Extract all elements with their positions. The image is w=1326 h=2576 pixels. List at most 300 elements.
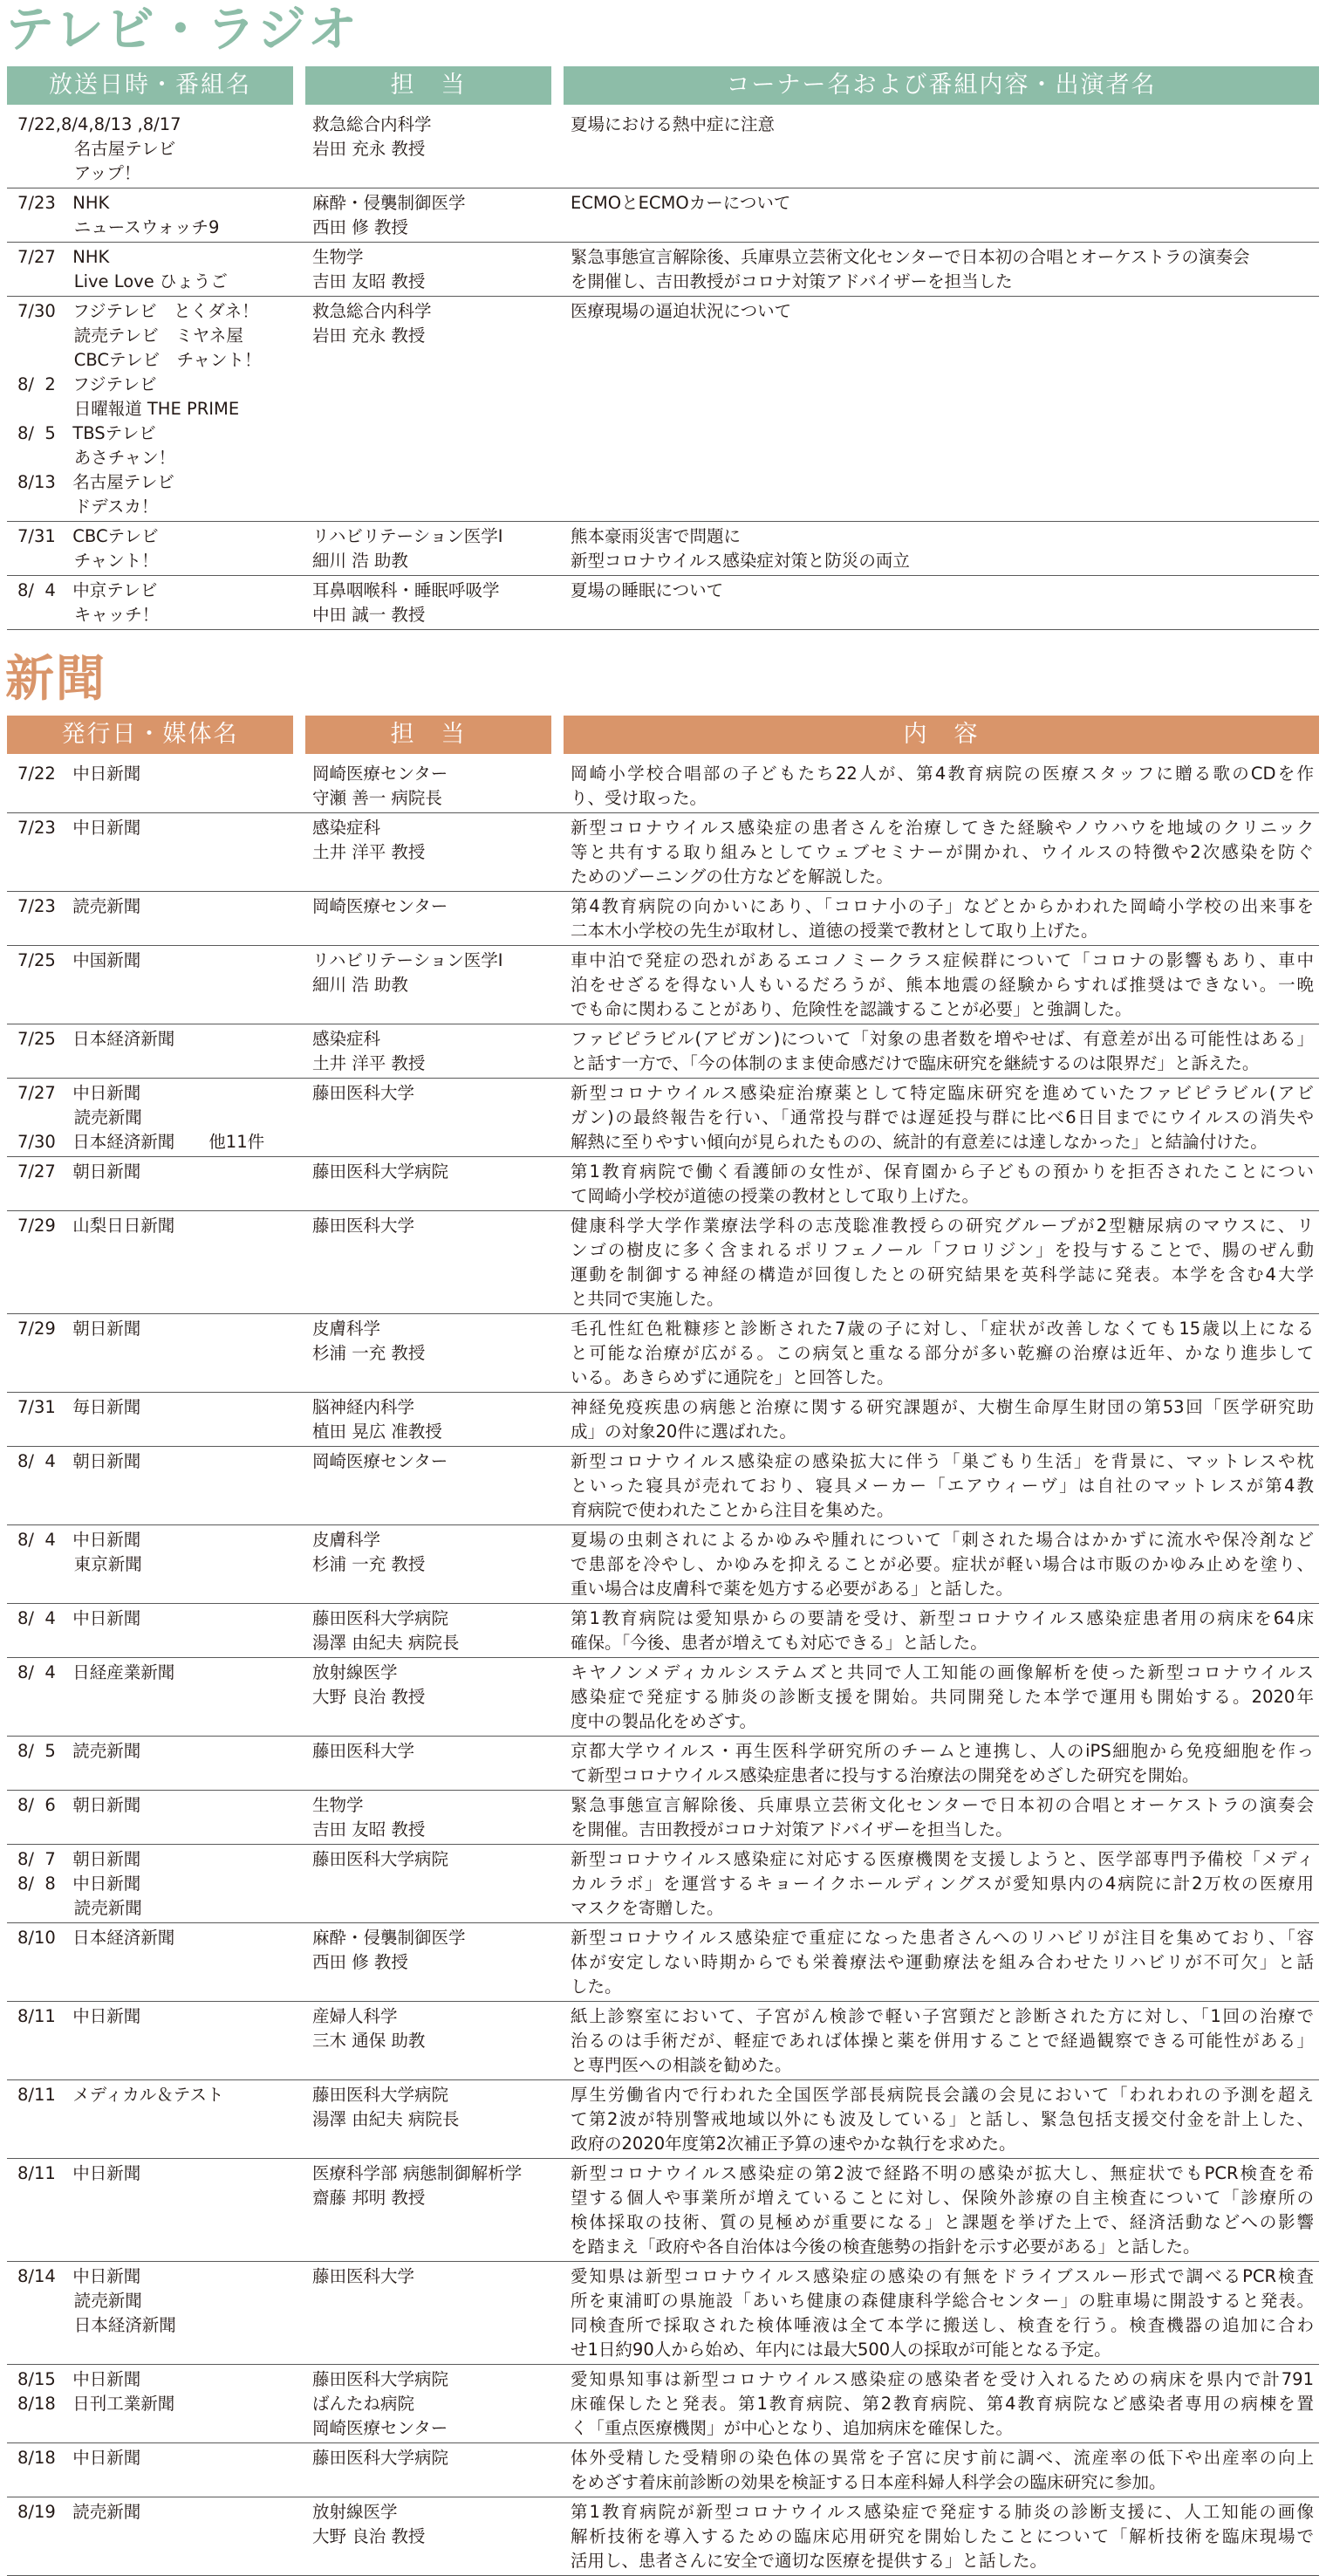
text-line: 藤田医科大学病院 xyxy=(312,2369,449,2389)
table-row xyxy=(7,1079,1319,1157)
cell-person xyxy=(305,2446,551,2495)
cell-content xyxy=(564,245,1319,294)
cell-person xyxy=(305,1793,551,1842)
table-row xyxy=(7,1157,1319,1211)
text-line: 第1教育病院が新型コロナウイルス感染症で発症する肺炎の診断支援に、人工知能の画像 xyxy=(571,2502,1314,2522)
text-line: 日本経済新聞 xyxy=(17,2315,176,2335)
text-line: 三木 通保 助教 xyxy=(312,2031,426,2051)
text-line: 健康科学大学作業療法学科の志茂聡准教授らの研究グループが2型糖尿病のマウスに、リ xyxy=(571,1216,1314,1236)
cell-person xyxy=(305,1449,551,1523)
text-line: 杉浦 一充 教授 xyxy=(312,1343,426,1363)
np-header-person: 担 当 xyxy=(305,716,551,754)
cell-person xyxy=(305,762,551,811)
text-line: 読売新聞 xyxy=(17,1898,142,1918)
text-line: 7/27 中日新聞 xyxy=(17,1083,141,1103)
text-line: 解熱に至りやすい傾向が見られたものの、統計的有意差には達しなかった」と結論付けた。 xyxy=(571,1132,1268,1152)
text-line: 8/ 5 TBSテレビ xyxy=(17,423,156,443)
text-line: 7/22,8/4,8/13 ,8/17 xyxy=(17,114,181,134)
text-line: CBCテレビ チャント！ xyxy=(17,350,262,370)
text-line: Live Love ひょうご xyxy=(17,271,228,291)
text-line: 8/ 7 朝日新聞 xyxy=(17,1849,141,1869)
cell-date-media xyxy=(7,894,293,943)
cell-content xyxy=(564,113,1319,186)
table-row xyxy=(7,1024,1319,1079)
tv-header-broadcast: 放送日時・番組名 xyxy=(7,66,293,105)
cell-date-media xyxy=(7,2083,293,2156)
text-line: 新型コロナウイルス感染症の感染拡大に伴う「巣ごもり生活」を背景に、マットレスや枕 xyxy=(571,1451,1314,1471)
cell-person xyxy=(305,1027,551,1076)
text-line: 8/11 中日新聞 xyxy=(17,2163,141,2183)
tv-radio-table-body xyxy=(7,110,1319,630)
text-line: 藤田医科大学病院 xyxy=(312,1608,449,1628)
cell-date-media xyxy=(7,2446,293,2495)
table-row xyxy=(7,1604,1319,1658)
cell-date-media xyxy=(7,2004,293,2078)
text-line: 7/30 フジテレビ とくダネ！ xyxy=(17,301,259,321)
cell-content xyxy=(564,579,1319,627)
text-line: 8/ 5 読売新聞 xyxy=(17,1741,141,1761)
cell-date-media xyxy=(7,1926,293,1999)
table-row xyxy=(7,2365,1319,2443)
cell-content xyxy=(564,2446,1319,2495)
cell-content xyxy=(564,2367,1319,2441)
text-line: 7/30 日本経済新聞 他11件 xyxy=(17,1132,265,1152)
cell-content xyxy=(564,1793,1319,1842)
text-line: で患部を冷やし、かゆみを抑えることが必要。症状が軽い場合は市販のかゆみ止めを塗り、 xyxy=(571,1554,1314,1574)
cell-content xyxy=(564,1317,1319,1390)
text-line: 西田 修 教授 xyxy=(312,217,408,237)
cell-date-media xyxy=(7,816,293,889)
text-line: せ1日約90人から始め、年内には最大500人の採取が可能となる予定。 xyxy=(571,2340,1111,2360)
text-line: ばんたね病院 xyxy=(312,2394,415,2414)
cell-date-media xyxy=(7,1317,293,1390)
text-line: 救急総合内科学 xyxy=(312,114,432,134)
cell-content xyxy=(564,762,1319,811)
table-row xyxy=(7,946,1319,1024)
cell-date-media xyxy=(7,245,293,294)
cell-date-media xyxy=(7,524,293,573)
text-line: 麻酔・侵襲制御医学 xyxy=(312,193,466,213)
table-row xyxy=(7,2002,1319,2080)
cell-date-media xyxy=(7,1528,293,1601)
text-line: 7/23 読売新聞 xyxy=(17,896,141,916)
cell-date-media xyxy=(7,1661,293,1734)
cell-content xyxy=(564,1214,1319,1312)
newspaper-table-body xyxy=(7,759,1319,2576)
text-line: 7/31 毎日新聞 xyxy=(17,1397,141,1417)
text-line: 成」の対象20件に選ばれた。 xyxy=(571,1422,796,1442)
text-line: 夏場の虫刺されによるかゆみや腫れについて「刺された場合はかかずに流水や保冷剤など xyxy=(571,1530,1314,1550)
cell-person xyxy=(305,2500,551,2573)
cell-content xyxy=(564,1160,1319,1209)
cell-content xyxy=(564,1607,1319,1655)
text-line: 政府の2020年度第2次補正予算の速やかな執行を求めた。 xyxy=(571,2134,1016,2154)
text-line: 岡崎医療センター xyxy=(312,764,448,784)
text-line: 読売新聞 xyxy=(17,2291,142,2311)
text-line: 東京新聞 xyxy=(17,1554,142,1574)
text-line: ECMOとECMOカーについて xyxy=(571,193,791,213)
table-row xyxy=(7,1658,1319,1737)
text-line: ニュースウォッチ9 xyxy=(17,217,220,237)
text-line: ためのゾーニングの仕方などを解説した。 xyxy=(571,867,893,887)
cell-person xyxy=(305,191,551,240)
text-line: 岡崎医療センター xyxy=(312,896,448,916)
text-line: 検体採取の技術、質の見極めが重要になる」と課題を挙げた上で、経済活動などへの影響 xyxy=(571,2212,1314,2232)
tv-header-content: コーナー名および番組内容・出演者名 xyxy=(564,66,1319,105)
cell-content xyxy=(564,2500,1319,2573)
cell-date-media xyxy=(7,2500,293,2573)
text-line: 7/22 中日新聞 xyxy=(17,764,141,784)
text-line: 7/27 朝日新聞 xyxy=(17,1161,141,1182)
text-line: 活用し、患者さんに安全で適切な医療を提供する」と話した。 xyxy=(571,2551,1048,2571)
text-line: 8/ 4 中日新聞 xyxy=(17,1530,141,1550)
text-line: 車中泊で発症の恐れがあるエコノミークラス症候群について「コロナの影響もあり、車中 xyxy=(571,950,1314,970)
text-line: 藤田医科大学 xyxy=(312,1216,415,1236)
text-line: 所を東浦町の県施設「あいち健康の森健康科学総合センター」の駐車場に開設すると発表。 xyxy=(571,2291,1314,2311)
text-line: 7/23 中日新聞 xyxy=(17,818,141,838)
cell-content xyxy=(564,2083,1319,2156)
cell-date-media xyxy=(7,1395,293,1444)
text-line: といった寝具が売れており、寝具メーカー「エアウィーヴ」は自社のマットレスが第4教 xyxy=(571,1476,1314,1496)
text-line: 7/29 山梨日日新聞 xyxy=(17,1216,175,1236)
table-row xyxy=(7,813,1319,892)
text-line: て第2波が特別警戒地域以外にも波及している」と話し、緊急包括支援交付金を計上した、 xyxy=(571,2109,1314,2129)
text-line: 麻酔・侵襲制御医学 xyxy=(312,1928,466,1948)
text-line: 体が安定しない時期からでも栄養療法や運動療法を組み合わせたリハビリが不可欠」と話 xyxy=(571,1952,1314,1972)
text-line: 藤田医科大学 xyxy=(312,1741,415,1761)
text-line: 等と共有する取り組みとしてウェブセミナーが開かれ、ウイルスの特徴や2次感染を防ぐ xyxy=(571,842,1314,862)
cell-content xyxy=(564,816,1319,889)
cell-content xyxy=(564,949,1319,1022)
table-row xyxy=(7,1845,1319,1923)
text-line: 8/ 4 朝日新聞 xyxy=(17,1451,141,1471)
tv-header-person: 担 当 xyxy=(305,66,551,105)
cell-person xyxy=(305,299,551,519)
cell-person xyxy=(305,1395,551,1444)
table-row xyxy=(7,2443,1319,2497)
table-row xyxy=(7,1737,1319,1791)
table-row xyxy=(7,1211,1319,1314)
cell-content xyxy=(564,1926,1319,1999)
text-line: 生物学 xyxy=(312,1795,364,1815)
text-line: 大野 良治 教授 xyxy=(312,2526,426,2546)
table-row xyxy=(7,2159,1319,2262)
text-line: 杉浦 一充 教授 xyxy=(312,1554,426,1574)
newspaper-section xyxy=(7,649,1319,2576)
text-line: と可能な治療が広がる。この病気と重なる部分が多い乾癬の治療は近年、かなり進歩して xyxy=(571,1343,1314,1363)
text-line: 緊急事態宣言解除後、兵庫県立芸術文化センターで日本初の合唱とオーケストラの演奏会 xyxy=(571,247,1250,267)
text-line: 耳鼻咽喉科・睡眠呼吸学 xyxy=(312,580,500,600)
text-line: アップ！ xyxy=(17,163,141,183)
table-row xyxy=(7,243,1319,297)
text-line: 解析技術を導入するための臨床応用研究を開始したことについて「解析技術を臨床現場で xyxy=(571,2526,1314,2546)
text-line: 新型コロナウイルス感染症の患者さんを治療してきた経験やノウハウを地域のクリニック xyxy=(571,818,1314,838)
text-line: ファビピラビル(アビガン)について「対象の患者数を増やせば、有意差が出る可能性はある」 xyxy=(571,1029,1314,1049)
cell-content xyxy=(564,1739,1319,1788)
text-line: 新型コロナウイルス感染症対策と防災の両立 xyxy=(571,551,910,571)
cell-person xyxy=(305,894,551,943)
text-line: 8/13 名古屋テレビ xyxy=(17,472,174,492)
text-line: 細川 浩 助教 xyxy=(312,975,408,995)
text-line: をめざす着床前診断の効果を検証する日本産科婦人科学会の臨床研究に参加。 xyxy=(571,2472,1166,2492)
text-line: 7/25 中国新聞 xyxy=(17,950,141,970)
cell-content xyxy=(564,1449,1319,1523)
cell-date-media xyxy=(7,1607,293,1655)
text-line: 泊をせざるを得ない人もいるだろうが、熊本地震の経験からすれば推奨はできない。一晩 xyxy=(571,975,1314,995)
cell-person xyxy=(305,1528,551,1601)
text-line: 夏場における熱中症に注意 xyxy=(571,114,776,134)
cell-date-media xyxy=(7,1081,293,1154)
text-line: 吉田 友昭 教授 xyxy=(312,1819,426,1840)
cell-date-media xyxy=(7,299,293,519)
text-line: 新型コロナウイルス感染症治療薬として特定臨床研究を進めていたファビピラビル(アビ xyxy=(571,1083,1314,1103)
text-line: 7/23 NHK xyxy=(17,193,110,213)
cell-content xyxy=(564,2004,1319,2078)
table-row xyxy=(7,1923,1319,2002)
cell-date-media xyxy=(7,2367,293,2441)
text-line: 8/18 日刊工業新聞 xyxy=(17,2394,175,2414)
cell-date-media xyxy=(7,1847,293,1921)
tv-radio-section xyxy=(7,0,1319,630)
text-line: 7/31 CBCテレビ xyxy=(17,526,159,546)
cell-person xyxy=(305,245,551,294)
np-header-content: 内 容 xyxy=(564,716,1319,754)
cell-person xyxy=(305,579,551,627)
table-row xyxy=(7,1393,1319,1447)
cell-content xyxy=(564,299,1319,519)
cell-content xyxy=(564,2162,1319,2259)
text-line: 藤田医科大学病院 xyxy=(312,2448,449,2468)
cell-content xyxy=(564,1081,1319,1154)
text-line: と専門医への相談を勧めた。 xyxy=(571,2055,792,2075)
table-row xyxy=(7,297,1319,522)
text-line: 藤田医科大学病院 xyxy=(312,2085,449,2105)
text-line: 8/11 メディカル＆テスト xyxy=(17,2085,224,2105)
text-line: 細川 浩 助教 xyxy=(312,551,408,571)
text-line: 熊本豪雨災害で問題に xyxy=(571,526,742,546)
text-line: あさチャン！ xyxy=(17,448,176,468)
text-line: 7/25 日本経済新聞 xyxy=(17,1029,175,1049)
text-line: と話す一方で、「今の体制のまま使命感だけで臨床研究を継続するのは限界だ」と訴えた。 xyxy=(571,1053,1260,1073)
text-line: 医療科学部 病態制御解析学 xyxy=(312,2163,523,2183)
table-row xyxy=(7,1447,1319,1525)
text-line: 大野 良治 教授 xyxy=(312,1687,426,1707)
cell-person xyxy=(305,524,551,573)
cell-person xyxy=(305,2004,551,2078)
text-line: いる。あきらめずに通院を」と回答した。 xyxy=(571,1367,894,1387)
cell-person xyxy=(305,2162,551,2259)
text-line: リハビリテーション医学Ⅰ xyxy=(312,950,503,970)
text-line: 8/ 4 中京テレビ xyxy=(17,580,158,600)
text-line: 第4教育病院の向かいにあり、「コロナ小の子」などとからかわれた岡崎小学校の出来事を xyxy=(571,896,1314,916)
text-line: 厚生労働省内で行われた全国医学部長病院長会議の会見において「われわれの予測を超え xyxy=(571,2085,1314,2105)
cell-person xyxy=(305,1214,551,1312)
cell-date-media xyxy=(7,2162,293,2259)
text-line: 京都大学ウイルス・再生医科学研究所のチームと連携し、人のiPS細胞から免疫細胞を作っ xyxy=(571,1741,1314,1761)
text-line: 日曜報道 THE PRIME xyxy=(17,399,240,419)
text-line: 度中の製品化をめざす。 xyxy=(571,1711,756,1731)
text-line: 紙上診察室において、子宮がん検診で軽い子宮頸だと診断された方に対し、「1回の治療で xyxy=(571,2006,1314,2026)
text-line: 望する個人や事業所が増えていることに対し、保険外診療の自主検査について「診療所の xyxy=(571,2188,1314,2208)
text-line: 岩田 充永 教授 xyxy=(312,139,426,159)
table-row xyxy=(7,2497,1319,2576)
text-line: 8/10 日本経済新聞 xyxy=(17,1928,175,1948)
text-line: て岡崎小学校が道徳の授業の教材として取り上げた。 xyxy=(571,1186,980,1206)
cell-date-media xyxy=(7,1027,293,1076)
text-line: した。 xyxy=(571,1977,622,1997)
text-line: ンゴの樹皮に多く含まれるポリフェノール「フロリジン」を投与することで、腸のぜん動 xyxy=(571,1240,1314,1260)
text-line: を踏まえ「政府や各自治体は今後の検査態勢の指針を示す必要がある」と話した。 xyxy=(571,2237,1200,2257)
cell-person xyxy=(305,1317,551,1390)
text-line: 同検査所で採取された検体唾液は全て本学に搬送し、検査を行う。検査機器の追加に合わ xyxy=(571,2315,1314,2335)
cell-content xyxy=(564,894,1319,943)
cell-person xyxy=(305,1739,551,1788)
cell-content xyxy=(564,1528,1319,1601)
table-row xyxy=(7,576,1319,630)
cell-person xyxy=(305,2083,551,2156)
cell-person xyxy=(305,1160,551,1209)
text-line: 岡崎小学校合唱部の子どもたち22人が、第4教育病院の医療スタッフに贈る歌のCDを作 xyxy=(571,764,1314,784)
text-line: 運動を制御する神経の構造が回復したとの研究結果を英科学誌に発表。本学を含む4大学 xyxy=(571,1264,1314,1285)
cell-person xyxy=(305,1661,551,1734)
text-line: 愛知県は新型コロナウイルス感染症の感染の有無をドライブスルー形式で調べるPCR検査 xyxy=(571,2266,1314,2286)
text-line: 湯澤 由紀夫 病院長 xyxy=(312,2109,460,2129)
table-row xyxy=(7,188,1319,243)
text-line: カルラボ」を運営するキョーイクホールディングスが愛知県内の4病院に計2万枚の医療用 xyxy=(571,1874,1314,1894)
text-line: 名古屋テレビ xyxy=(17,139,176,159)
cell-date-media xyxy=(7,2264,293,2362)
text-line: キヤノンメディカルシステムズと共同で人工知能の画像解析を使った新型コロナウイルス xyxy=(571,1662,1314,1682)
text-line: と共同で実施した。 xyxy=(571,1289,724,1309)
text-line: 齋藤 邦明 教授 xyxy=(312,2188,426,2208)
cell-date-media xyxy=(7,949,293,1022)
text-line: 吉田 友昭 教授 xyxy=(312,271,426,291)
text-line: 育病院で使われたことから注目を集めた。 xyxy=(571,1500,894,1520)
text-line: 藤田医科大学病院 xyxy=(312,1161,449,1182)
cell-person xyxy=(305,1926,551,1999)
text-line: ガン)の最終報告を行い、「通常投与群では遅延投与群に比べ6日目までにウイルスの消失や xyxy=(571,1107,1314,1127)
table-row xyxy=(7,759,1319,813)
text-line: 確保。「今後、患者が増えても対応できる」と話した。 xyxy=(571,1633,988,1653)
text-line: 感染症科 xyxy=(312,1029,381,1049)
text-line: 8/ 8 中日新聞 xyxy=(17,1874,141,1894)
text-line: 二本木小学校の先生が取材し、道徳の授業で教材として取り上げた。 xyxy=(571,921,1098,941)
np-header-date-media: 発行日・媒体名 xyxy=(7,716,293,754)
text-line: 新型コロナウイルス感染症に対応する医療機関を支援しようと、医学部専門予備校「メディ xyxy=(571,1849,1314,1869)
text-line: 読売テレビ ミヤネ屋 xyxy=(17,325,243,346)
text-line: 8/15 中日新聞 xyxy=(17,2369,141,2389)
cell-content xyxy=(564,191,1319,240)
text-line: 植田 晃広 准教授 xyxy=(312,1422,442,1442)
text-line: 8/ 6 朝日新聞 xyxy=(17,1795,141,1815)
cell-content xyxy=(564,2264,1319,2362)
text-line: 床確保したと発表。第1教育病院、第2教育病院、第4教育病院など感染者専用の病棟を置 xyxy=(571,2394,1314,2414)
text-line: 体外受精した受精卵の染色体の異常を子宮に戻す前に調べ、流産率の低下や出産率の向上 xyxy=(571,2448,1314,2468)
text-line: 新型コロナウイルス感染症の第2波で経路不明の感染が拡大し、無症状でもPCR検査を希 xyxy=(571,2163,1314,2183)
text-line: 放射線医学 xyxy=(312,1662,398,1682)
text-line: 夏場の睡眠について xyxy=(571,580,724,600)
text-line: を開催し、吉田教授がコロナ対策アドバイザーを担当した xyxy=(571,271,1013,291)
text-line: 救急総合内科学 xyxy=(312,301,432,321)
table-row xyxy=(7,522,1319,576)
text-line: 感染症で発症する肺炎の診断支援を開始。共同開発した本学で運用も開始する。2020年 xyxy=(571,1687,1314,1707)
text-line: 医療現場の逼迫状況について xyxy=(571,301,792,321)
cell-date-media xyxy=(7,113,293,186)
cell-person xyxy=(305,113,551,186)
text-line: 7/29 朝日新聞 xyxy=(17,1319,141,1339)
cell-person xyxy=(305,1081,551,1154)
cell-date-media xyxy=(7,1214,293,1312)
text-line: 岩田 充永 教授 xyxy=(312,325,426,346)
text-line: キャッチ！ xyxy=(17,605,160,625)
text-line: 緊急事態宣言解除後、兵庫県立芸術文化センターで日本初の合唱とオーケストラの演奏会 xyxy=(571,1795,1314,1815)
text-line: 神経免疫疾患の病態と治療に関する研究課題が、大樹生命厚生財団の第53回「医学研究助 xyxy=(571,1397,1314,1417)
text-line: 8/18 中日新聞 xyxy=(17,2448,141,2468)
text-line: 治るのは手術だが、軽症であれば体操と薬を併用することで経過観察できる可能性がある」 xyxy=(571,2031,1314,2051)
table-row xyxy=(7,2262,1319,2365)
text-line: く「重点医療機関」が中心となり、追加病床を確保した。 xyxy=(571,2418,1014,2438)
cell-person xyxy=(305,816,551,889)
cell-content xyxy=(564,1661,1319,1734)
table-row xyxy=(7,1525,1319,1604)
text-line: 8/ 4 中日新聞 xyxy=(17,1608,141,1628)
text-line: 岡崎医療センター xyxy=(312,2418,448,2438)
text-line: 毛孔性紅色粃糠疹と診断された7歳の子に対し、「症状が改善しなくても15歳以上になる xyxy=(571,1319,1314,1339)
text-line: 藤田医科大学 xyxy=(312,1083,415,1103)
text-line: 土井 洋平 教授 xyxy=(312,1053,426,1073)
text-line: 皮膚科学 xyxy=(312,1319,381,1339)
text-line: 脳神経内科学 xyxy=(312,1397,415,1417)
text-line: 藤田医科大学病院 xyxy=(312,1849,449,1869)
text-line: 8/19 読売新聞 xyxy=(17,2502,141,2522)
cell-date-media xyxy=(7,762,293,811)
text-line: 土井 洋平 教授 xyxy=(312,842,426,862)
newspaper-title: 新聞 xyxy=(5,651,106,708)
text-line: でも命に関わることがあり、危険性を認識することが必要」と強調した。 xyxy=(571,999,1132,1019)
text-line: 8/11 中日新聞 xyxy=(17,2006,141,2026)
text-line: 皮膚科学 xyxy=(312,1530,381,1550)
cell-person xyxy=(305,1847,551,1921)
text-line: 新型コロナウイルス感染症で重症になった患者さんへのリハビリが注目を集めており、「容 xyxy=(571,1928,1314,1948)
text-line: 放射線医学 xyxy=(312,2502,398,2522)
text-line: マスクを寄贈した。 xyxy=(571,1898,724,1918)
cell-content xyxy=(564,1847,1319,1921)
cell-date-media xyxy=(7,1160,293,1209)
table-row xyxy=(7,1791,1319,1845)
cell-date-media xyxy=(7,579,293,627)
text-line: ドデスカ！ xyxy=(17,497,159,517)
cell-person xyxy=(305,1607,551,1655)
table-row xyxy=(7,110,1319,188)
text-line: 西田 修 教授 xyxy=(312,1952,408,1972)
table-row xyxy=(7,1314,1319,1393)
text-line: 感染症科 xyxy=(312,818,381,838)
text-line: 愛知県知事は新型コロナウイルス感染症の感染者を受け入れるための病床を県内で計791 xyxy=(571,2369,1314,2389)
cell-date-media xyxy=(7,1793,293,1842)
text-line: 重い場合は皮膚科で薬を処方する必要がある」と話した。 xyxy=(571,1579,1014,1599)
text-line: 生物学 xyxy=(312,247,364,267)
text-line: 産婦人科学 xyxy=(312,2006,398,2026)
text-line: 第1教育病院は愛知県からの要請を受け、新型コロナウイルス感染症患者用の病床を64床 xyxy=(571,1608,1314,1628)
text-line: 8/ 4 日経産業新聞 xyxy=(17,1662,175,1682)
text-line: 湯澤 由紀夫 病院長 xyxy=(312,1633,460,1653)
text-line: り、受け取った。 xyxy=(571,788,707,808)
text-line: て新型コロナウイルス感染症患者に投与する治療法の開発をめざした研究を開始。 xyxy=(571,1765,1200,1785)
cell-person xyxy=(305,949,551,1022)
cell-date-media xyxy=(7,1449,293,1523)
text-line: 7/27 NHK xyxy=(17,247,110,267)
text-line: 8/14 中日新聞 xyxy=(17,2266,141,2286)
